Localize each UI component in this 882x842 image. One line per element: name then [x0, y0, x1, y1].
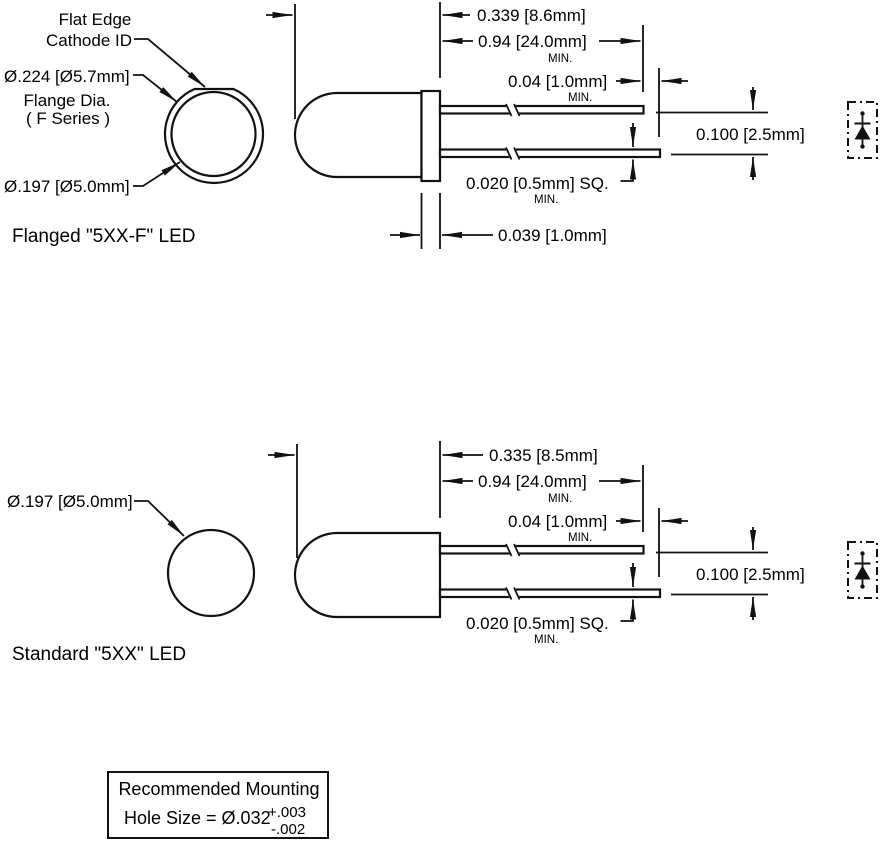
mounting-note: [108, 772, 328, 838]
standard-led-drawing: [7, 441, 877, 665]
dim-cathode-lead-delta-min: MIN.: [568, 532, 593, 544]
dim-lead-length-text: 0.94 [24.0mm]: [478, 472, 587, 491]
dim-cathode-lead-delta-min: MIN.: [568, 92, 593, 104]
flange-dia-series-label: ( F Series ): [25, 109, 111, 128]
diode-symbol: [848, 102, 877, 158]
flange-dia-leader-line: [133, 75, 177, 102]
body-dia-label: Ø.197 [Ø5.0mm]: [7, 492, 133, 511]
dim-body-length-text: 0.339 [8.6mm]: [477, 6, 586, 25]
dim-flange-thickness-text: 0.039 [1.0mm]: [498, 226, 607, 245]
body-dia-leader-line: [133, 162, 180, 186]
dim-body-length: [268, 446, 598, 465]
diode-symbol: [848, 542, 877, 598]
dim-lead-cross-section: [466, 123, 633, 206]
dim-flange-thickness: [390, 193, 607, 249]
anode-lead: [440, 590, 660, 598]
standard-caption: Standard "5XX" LED: [12, 644, 187, 665]
standard-front-view: [7, 492, 254, 616]
dim-cathode-lead-delta: [508, 72, 688, 104]
dim-lead-cross-section-text: 0.020 [0.5mm] SQ.: [466, 614, 609, 633]
flanged-front-view: [4, 10, 263, 196]
dim-cathode-lead-delta-text: 0.04 [1.0mm]: [508, 72, 608, 91]
flanged-led-drawing: [4, 2, 877, 249]
standard-side-view: [295, 533, 660, 617]
dim-cathode-lead-delta: [508, 512, 688, 544]
dim-lead-length-min: MIN.: [548, 53, 573, 65]
epoxy-body: [295, 93, 422, 177]
dim-body-length-text: 0.335 [8.5mm]: [489, 446, 598, 465]
dim-lead-length-min: MIN.: [548, 493, 573, 505]
body-circle: [172, 92, 256, 176]
dim-lead-cross-section-min: MIN.: [534, 194, 559, 206]
mounting-note-tolerance-minus: -.002: [271, 821, 306, 838]
anode-lead: [440, 150, 660, 158]
dim-lead-cross-section: [466, 563, 633, 646]
body-dia-leader-line: [134, 501, 184, 536]
flat-edge-label-line1: Flat Edge: [58, 10, 132, 29]
dim-lead-pitch: [656, 527, 805, 620]
flanged-caption: Flanged "5XX-F" LED: [12, 226, 196, 247]
flange-dia-value-label: Ø.224 [Ø5.7mm]: [4, 67, 130, 86]
epoxy-body: [295, 533, 440, 617]
cathode-lead: [440, 106, 644, 114]
flat-edge-label-line2: Cathode ID: [46, 31, 132, 50]
dim-lead-pitch: [656, 87, 805, 180]
dim-lead-pitch-text: 0.100 [2.5mm]: [696, 125, 805, 144]
cathode-lead: [440, 546, 644, 554]
body-circle: [168, 530, 254, 616]
dim-lead-length: [443, 472, 641, 505]
mounting-note-line2: Hole Size = Ø.032: [124, 808, 271, 828]
dim-lead-cross-section-text: 0.020 [0.5mm] SQ.: [466, 174, 609, 193]
dim-body-length: [266, 6, 586, 25]
dim-lead-length-text: 0.94 [24.0mm]: [478, 32, 587, 51]
flanged-side-view: [295, 91, 660, 181]
flange-dia-label: Flange Dia.: [23, 91, 111, 110]
mounting-note-line1: Recommended Mounting: [118, 779, 320, 799]
flange: [422, 91, 441, 181]
dim-cathode-lead-delta-text: 0.04 [1.0mm]: [508, 512, 608, 531]
dim-lead-length: [443, 32, 641, 65]
flat-edge-leader-line: [134, 39, 205, 87]
dim-lead-cross-section-min: MIN.: [534, 634, 559, 646]
body-dia-label: Ø.197 [Ø5.0mm]: [4, 177, 130, 196]
dim-lead-pitch-text: 0.100 [2.5mm]: [696, 565, 805, 584]
mounting-note-tolerance-plus: +.003: [268, 804, 306, 821]
